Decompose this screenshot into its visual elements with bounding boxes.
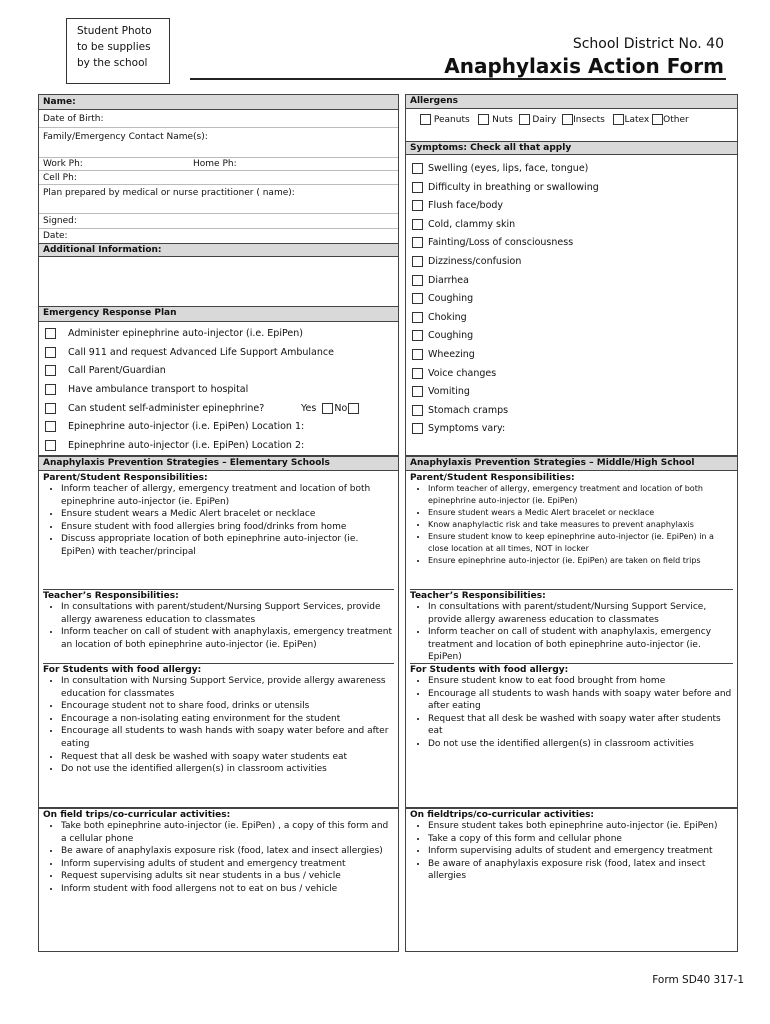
student-photo-box	[66, 18, 170, 84]
symptom-label: Cold, clammy skin	[428, 218, 516, 230]
photo-note-line: to be supplies	[77, 41, 151, 53]
list-item: • Encourage student not to share food, drinks or utensils	[61, 700, 394, 713]
additional-info-area[interactable]	[39, 257, 398, 309]
elem-parent-list	[43, 483, 394, 559]
elem-trips-list	[43, 820, 394, 896]
symptom-label: Wheezing	[428, 349, 475, 360]
emergency-item[interactable]: Administer epinephrine auto-injector (i.e. EpiPen)	[45, 326, 394, 342]
title-divider	[190, 78, 726, 80]
dob-field[interactable]: Date of Birth:	[39, 110, 398, 128]
list-item: • Inform teacher on call of student with anaphylaxis, emergency treatment an location of both epinephrine auto-injector (ie. EpiPen)	[61, 626, 394, 651]
allergen-checkbox[interactable]	[562, 114, 573, 125]
list-item: • Do not use the identified allergen(s) in classroom activities	[61, 763, 394, 776]
list-item: • Inform student with food allergens not to eat on bus / vehicle	[61, 883, 394, 896]
elementary-strategies-panel	[38, 456, 399, 808]
symptom-item[interactable]	[412, 310, 733, 326]
highschool-trips-panel	[405, 808, 738, 952]
emergency-item[interactable]: Call 911 and request Advanced Life Support Ambulance	[45, 345, 394, 361]
field-trips-title: On fieldtrips/co-curricular activities:	[410, 810, 595, 820]
no-checkbox[interactable]	[348, 403, 359, 414]
allergen-option[interactable]: Latex	[624, 115, 650, 125]
list-item: • Encourage all students to wash hands with soapy water before and after eating	[428, 688, 733, 713]
highschool-header: Anaphylaxis Prevention Strategies – Middle/High School	[406, 457, 737, 471]
symptom-label: Flush face/body	[428, 200, 504, 212]
list-item: • Ensure student takes both epinephrine auto-injector (ie. EpiPen)	[428, 820, 733, 833]
symptom-item[interactable]	[412, 347, 733, 363]
checkbox[interactable]	[412, 423, 423, 434]
symptom-label: Coughing	[428, 330, 474, 342]
symptom-item[interactable]	[412, 254, 733, 270]
symptom-item[interactable]	[412, 291, 733, 307]
home-phone-field[interactable]: Home Ph:	[193, 159, 237, 169]
allergens-header: Allergens	[406, 95, 737, 109]
checkbox[interactable]	[412, 163, 423, 174]
checkbox[interactable]	[412, 200, 423, 211]
checkbox[interactable]	[45, 347, 56, 358]
checkbox[interactable]	[412, 405, 423, 416]
symptom-label: Vomiting	[428, 386, 470, 398]
symptom-item[interactable]	[412, 384, 733, 400]
symptom-item[interactable]	[412, 366, 733, 382]
allergen-checkbox[interactable]	[420, 114, 431, 125]
district-name: School District No. 40	[572, 36, 724, 52]
list-item: • Be aware of anaphylaxis exposure risk (food, latex and insect allergies)	[61, 845, 394, 858]
allergen-checkbox[interactable]	[652, 114, 663, 125]
checkbox[interactable]	[412, 330, 423, 341]
list-item: • Ensure epinephrine auto-injector (ie. EpiPen) are taken on field trips	[428, 555, 733, 567]
list-item: • Ensure student know to eat food brought from home	[428, 675, 733, 688]
emergency-plan-header: Emergency Response Plan	[39, 307, 398, 322]
hs-food-list	[410, 675, 733, 751]
highschool-strategies-panel	[405, 456, 738, 808]
emergency-item[interactable]: Have ambulance transport to hospital	[45, 382, 394, 398]
allergen-option[interactable]: Other	[663, 115, 689, 125]
emergency-item[interactable]: Epinephrine auto-injector (i.e. EpiPen) Location 1:	[45, 419, 394, 435]
symptom-label: Coughing	[428, 293, 474, 305]
symptom-item[interactable]	[412, 198, 733, 214]
allergen-option[interactable]: Insects	[573, 115, 605, 125]
name-field[interactable]: Name:	[39, 95, 398, 110]
yes-checkbox[interactable]	[322, 403, 333, 414]
symptom-label: Swelling (eyes, lips, face, tongue)	[428, 163, 589, 174]
symptom-label: Dizziness/confusion	[428, 256, 522, 267]
list-item: • Discuss appropriate location of both epinephrine auto-injector (ie. EpiPen) with teacher/principal	[61, 533, 394, 558]
allergen-checkbox[interactable]	[519, 114, 530, 125]
elem-teacher-list	[43, 601, 394, 651]
symptom-label: Difficulty in breathing or swallowing	[428, 181, 599, 193]
list-item: • Request that all desk be washed with soapy water after students eat	[428, 713, 733, 738]
checkbox[interactable]	[45, 421, 56, 432]
symptom-label: Diarrhea	[428, 274, 469, 286]
emergency-item[interactable]: Epinephrine auto-injector (i.e. EpiPen) Location 2:	[45, 438, 394, 454]
checkbox[interactable]	[412, 182, 423, 193]
list-item: • In consultations with parent/student/Nursing Support Service, provide allergy awareness education to classmates	[428, 601, 733, 626]
list-item: • Inform teacher of allergy, emergency treatment and location of both epinephrine auto-injector (ie. EpiPen)	[61, 483, 394, 508]
list-item: • Know anaphylactic risk and take measures to prevent anaphylaxis	[428, 519, 733, 531]
food-allergy-title: For Students with food allergy:	[410, 665, 569, 675]
symptom-item[interactable]	[412, 328, 733, 344]
symptom-label: Choking	[428, 311, 467, 323]
checkbox[interactable]	[412, 256, 423, 267]
list-item: • Ensure student with food allergies bring food/drinks from home	[61, 521, 394, 534]
yes-label: Yes	[301, 403, 317, 414]
food-allergy-title: For Students with food allergy:	[43, 665, 202, 675]
phone-row	[39, 157, 398, 171]
list-item: • In consultations with parent/student/Nursing Support Services, provide allergy awareness education to classmates	[61, 601, 394, 626]
elementary-trips-panel	[38, 808, 399, 952]
list-item: • Do not use the identified allergen(s) in classroom activities	[428, 738, 733, 751]
hs-teacher-list	[410, 601, 733, 664]
elem-food-list	[43, 675, 394, 776]
elementary-header: Anaphylaxis Prevention Strategies – Elementary Schools	[39, 457, 398, 471]
checkbox[interactable]	[412, 312, 423, 323]
list-item: • Take a copy of this form and cellular phone	[428, 833, 733, 846]
list-item: • Encourage a non-isolating eating environment for the student	[61, 713, 394, 726]
symptom-label: Stomach cramps	[428, 404, 509, 416]
emergency-plan-panel	[38, 306, 399, 456]
list-item: • Inform supervising adults of student and emergency treatment	[61, 858, 394, 871]
additional-info-header: Additional Information:	[39, 243, 398, 257]
list-item: • Ensure student wears a Medic Alert bracelet or necklace	[61, 508, 394, 521]
plan-prepared-field[interactable]: Plan prepared by medical or nurse practitioner ( name):	[39, 185, 398, 214]
list-item: • Encourage all students to wash hands with soapy water before and after eating	[61, 725, 394, 750]
symptom-label: Voice changes	[428, 367, 497, 379]
allergen-option[interactable]: Nuts	[492, 115, 513, 125]
checkbox[interactable]	[45, 328, 56, 339]
allergen-option[interactable]: Peanuts	[433, 115, 470, 125]
list-item: • Request supervising adults sit near students in a bus / vehicle	[61, 870, 394, 883]
hs-trips-list	[410, 820, 733, 883]
checkbox[interactable]	[412, 237, 423, 248]
teacher-resp-title: Teacher’s Responsibilities:	[410, 591, 546, 601]
photo-note-line: by the school	[77, 57, 148, 69]
symptom-item[interactable]	[412, 161, 733, 177]
symptoms-header: Symptoms: Check all that apply	[406, 141, 737, 155]
photo-note-line: Student Photo	[77, 25, 152, 37]
allergens-panel	[405, 94, 738, 456]
allergen-checkbox[interactable]	[613, 114, 624, 125]
form-code: Form SD40 317-1	[652, 974, 744, 986]
symptom-item[interactable]	[412, 180, 733, 196]
emergency-item[interactable]: Can student self-administer epinephrine? Yes No	[45, 401, 394, 417]
parent-resp-title: Parent/Student Responsibilities:	[410, 473, 575, 483]
checkbox[interactable]	[45, 365, 56, 376]
checkbox[interactable]	[412, 386, 423, 397]
list-item: • Request that all desk be washed with soapy water students eat	[61, 751, 394, 764]
no-label: No	[334, 403, 348, 414]
work-phone-field[interactable]: Work Ph:	[43, 159, 83, 169]
checkbox[interactable]	[412, 349, 423, 360]
list-item: • In consultation with Nursing Support Service, provide allergy awareness education for classmates	[61, 675, 394, 700]
field-trips-title: On field trips/co-curricular activities:	[43, 810, 231, 820]
cell-phone-field[interactable]: Cell Ph:	[39, 171, 398, 185]
symptom-item[interactable]	[412, 421, 733, 437]
list-item: • Take both epinephrine auto-injector (ie. EpiPen) , a copy of this form and a cellular phone	[61, 820, 394, 845]
checkbox[interactable]	[412, 219, 423, 230]
symptom-label: Symptoms vary:	[428, 423, 506, 435]
symptom-item[interactable]	[412, 217, 733, 233]
checkbox[interactable]	[412, 368, 423, 379]
allergen-options	[416, 112, 737, 128]
symptom-label: Fainting/Loss of consciousness	[428, 237, 574, 249]
list-item: • Ensure student know to keep epinephrine auto-injector (ie. EpiPen) in a close location at all times, NOT in locker	[428, 531, 733, 555]
hs-parent-list	[410, 483, 733, 567]
symptom-item[interactable]	[412, 235, 733, 251]
symptom-item[interactable]	[412, 273, 733, 289]
checkbox[interactable]	[412, 275, 423, 286]
teacher-resp-title: Teacher’s Responsibilities:	[43, 591, 179, 601]
allergen-checkbox[interactable]	[478, 114, 489, 125]
checkbox[interactable]	[45, 384, 56, 395]
allergen-option[interactable]: Dairy	[532, 115, 557, 125]
emergency-item[interactable]: Call Parent/Guardian	[45, 363, 394, 379]
list-item: • Be aware of anaphylaxis exposure risk (food, latex and insect allergies	[428, 858, 733, 883]
signed-field[interactable]: Signed:	[39, 214, 398, 229]
checkbox[interactable]	[45, 440, 56, 451]
symptom-item[interactable]	[412, 403, 733, 419]
student-info-panel	[38, 94, 399, 310]
list-item: • Inform teacher on call of student with anaphylaxis, emergency treatment and location of both epinephrine auto-injector (ie. EpiPen)	[428, 626, 733, 664]
family-contact-field[interactable]: Family/Emergency Contact Name(s):	[39, 128, 398, 158]
date-field[interactable]: Date:	[43, 231, 68, 241]
checkbox[interactable]	[45, 403, 56, 414]
page-title: Anaphylaxis Action Form	[444, 54, 724, 78]
list-item: • Inform supervising adults of student and emergency treatment	[428, 845, 733, 858]
list-item: • Inform teacher of allergy, emergency treatment and location of both epinephrine auto-injector (ie. EpiPen)	[428, 483, 733, 507]
list-item: • Ensure student wears a Medic Alert bracelet or necklace	[428, 507, 733, 519]
parent-resp-title: Parent/Student Responsibilities:	[43, 473, 208, 483]
checkbox[interactable]	[412, 293, 423, 304]
